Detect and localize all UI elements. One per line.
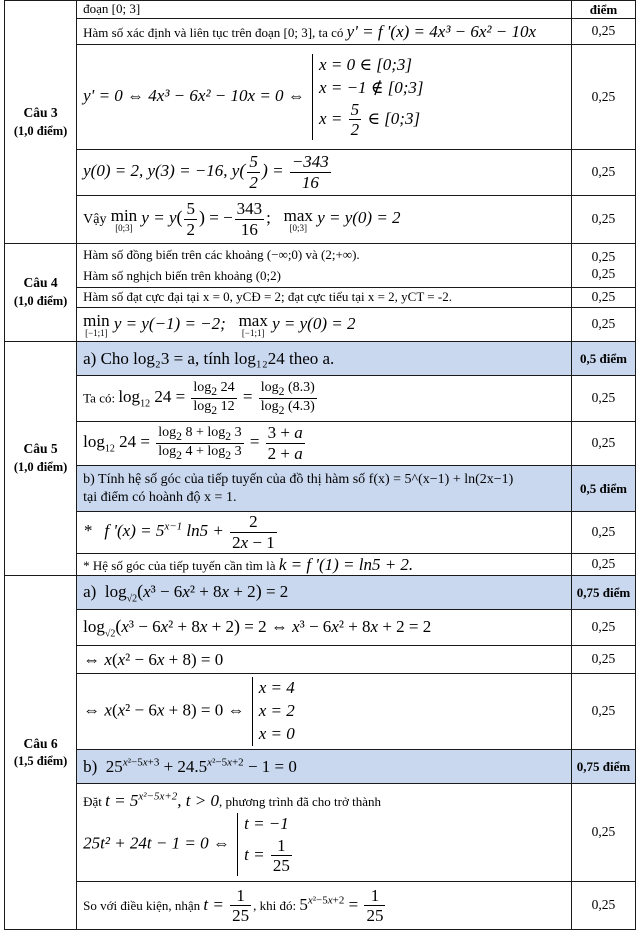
score-cell: 0,5 điểm — [571, 466, 635, 512]
score-cell: điểm — [571, 1, 635, 19]
content-text: Hàm số xác định và liên tục trên đoạn [0; 3], ta có — [83, 24, 344, 40]
content-text: Hàm số đồng biến trên các khoảng (−∞;0) và (2;+∞). — [83, 247, 360, 263]
content-text: khi đó: — [259, 897, 297, 913]
score-cell: 0,25 — [571, 308, 635, 342]
score-cell: 0,25 — [571, 512, 635, 554]
score-cell — [571, 244, 635, 288]
question-cell — [5, 244, 77, 342]
question-points: (1,0 điểm) — [13, 123, 68, 138]
content-cell: So với điều kiện, nhận t = $\frac{1}{25}$ , khi đó: $5^{x^2-5x+2}$ = $\frac{1}{25}$ — [77, 882, 572, 930]
table-row — [5, 1, 636, 19]
score-cell: 0,25 — [571, 784, 635, 882]
score-cell: 0,25 — [571, 882, 635, 930]
table-row — [5, 646, 636, 674]
table-row — [5, 554, 636, 576]
table-row — [5, 288, 636, 308]
content-text: Hàm số nghịch biến trên khoảng (0;2) — [83, 267, 281, 283]
content-cell: Ta có: $\log_{12} 24$ = $\frac{\log_2 24}{\log_2 12}$ = $\frac{\log_2 (8.3)}{\log_2 (4.3)}$ — [77, 376, 572, 422]
table-row — [5, 784, 636, 882]
table-row — [5, 150, 636, 196]
question-points: (1,0 điểm) — [13, 294, 68, 309]
content-cell: $\log_{√2}(x^3 - 6x^2 + 8x + 2) = 2$ ⇔ x³ − 6x² + 8x + 2 = 2 — [77, 610, 572, 646]
question-points: (1,0 điểm) — [13, 460, 68, 475]
content-cell: * Hệ số góc của tiếp tuyến cần tìm là k = f '(1) = ln5 + 2. — [77, 554, 572, 576]
content-cell: Đặt $t = 5^{x^2-5x+2}$, t > 0, phương trình đã cho trở thành 25t² + 24t − 1 = 0 ⇔ t = −1 t = $\frac{1}{25}$ — [77, 784, 572, 882]
content-cell: ⇔ x(x² − 6x + 8) = 0 — [77, 646, 572, 674]
content-cell: y' = 0 ⇔ 4x³ − 6x² − 10x = 0 ⇔ x = 0 ∈ [0;3] x = −1 ∉ [0;3] x = $\frac{5}{2}$ ∈ [0;3] — [77, 45, 572, 150]
score-cell: 0,25 — [571, 45, 635, 150]
score-text: 0,25 — [591, 248, 616, 264]
score-cell: 0,25 — [571, 610, 635, 646]
solution-system: t = −1 t = $\frac{1}{25}$ — [237, 813, 294, 876]
table-row — [5, 674, 636, 750]
score-cell: 0,25 — [571, 554, 635, 576]
content-cell: $\log_{12} 24$ = $\frac{\log_2 8 + \log_2 3}{\log_2 4 + \log_2 3}$ = $\frac{3 + a}{2 + a}$ — [77, 422, 572, 466]
table-row — [5, 576, 636, 610]
score-cell: 0,25 — [571, 422, 635, 466]
question-cell — [5, 576, 77, 930]
content-text: * Hệ số góc của tiếp tuyến cần tìm là — [83, 558, 276, 573]
table-row — [5, 308, 636, 342]
score-cell: 0,25 — [571, 288, 635, 308]
content-cell — [77, 466, 572, 512]
content-cell: b) $25^{x^2-5x+3} + 24.5^{x^2-5x+2} - 1 = 0$ — [77, 750, 572, 784]
answer-table — [4, 0, 636, 930]
content-cell: * f '$(x) = 5^{x-1}$ ln5 + $\frac{2}{2x - 1}$ — [77, 512, 572, 554]
table-row — [5, 512, 636, 554]
table-row — [5, 244, 636, 288]
content-text: tại điểm có hoành độ x = 1. — [83, 489, 237, 505]
score-cell: 0,5 điểm — [571, 342, 635, 376]
content-cell: đoạn [0; 3] — [77, 1, 572, 19]
content-cell: ⇔ x(x² − 6x + 8) = 0 ⇔ x = 4 x = 2 x = 0 — [77, 674, 572, 750]
score-cell: 0,75 điểm — [571, 576, 635, 610]
score-cell: 0,25 — [571, 196, 635, 244]
content-cell: a) $\log_{√2}(x^3 - 6x^2 + 8x + 2) = 2$ — [77, 576, 572, 610]
solution-system: x = 4 x = 2 x = 0 — [252, 677, 295, 746]
content-cell: Vậy min [0;3] y = y( $\frac{5}{2}$ ) = − $\frac{343}{16}$ ; max [0;3] y = y(0) = 2 — [77, 196, 572, 244]
content-cell: y(0) = 2, y(3) = −16, y( $\frac{5}{2}$ ) = $\frac{-343}{16}$ — [77, 150, 572, 196]
question-label: Câu 3 — [23, 104, 58, 120]
table-row — [5, 342, 636, 376]
score-text: 0,25 — [591, 265, 616, 281]
table-row — [5, 610, 636, 646]
score-cell: 0,75 điểm — [571, 750, 635, 784]
table-row — [5, 882, 636, 930]
question-cell — [5, 1, 77, 244]
question-points: (1,5 điểm) — [13, 754, 68, 769]
question-cell — [5, 342, 77, 576]
content-cell — [77, 244, 572, 288]
content-text: Đặt — [83, 793, 102, 809]
score-cell: 0,25 — [571, 674, 635, 750]
derivative-formula: y' = f '(x) = 4x³ − 6x² − 10x — [346, 21, 537, 41]
score-cell: 0,25 — [571, 646, 635, 674]
score-cell: 0,25 — [571, 376, 635, 422]
content-text: So với điều kiện, nhận — [83, 897, 201, 913]
table-row — [5, 422, 636, 466]
table-row — [5, 196, 636, 244]
question-label: Câu 4 — [23, 275, 58, 291]
table-row — [5, 376, 636, 422]
question-label: Câu 5 — [23, 441, 58, 457]
table-row — [5, 19, 636, 45]
table-row — [5, 750, 636, 784]
content-cell: min [−1;1] y = y(−1) = −2; max [−1;1] y = y(0) = 2 — [77, 308, 572, 342]
table-row — [5, 466, 636, 512]
content-cell: a) Cho log₂3 = a, tính log₁₂24 theo a. — [77, 342, 572, 376]
content-text: Ta có: — [83, 390, 116, 406]
question-label: Câu 6 — [23, 735, 58, 751]
solution-system: x = 0 ∈ [0;3] x = −1 ∉ [0;3] x = $\frac{5}{2}$ ∈ [0;3] — [312, 54, 423, 140]
table-row — [5, 45, 636, 150]
content-cell — [77, 19, 572, 45]
content-cell: Hàm số đạt cực đại tại x = 0, yCĐ = 2; đạt cực tiểu tại x = 2, yCT = -2. — [77, 288, 572, 308]
score-cell: 0,25 — [571, 19, 635, 45]
content-text: phương trình đã cho trở thành — [225, 793, 381, 809]
score-cell: 0,25 — [571, 150, 635, 196]
content-text: b) Tính hệ số góc của tiếp tuyến của đồ thị hàm số f(x) = 5^(x−1) + ln(2x−1) — [83, 472, 514, 487]
